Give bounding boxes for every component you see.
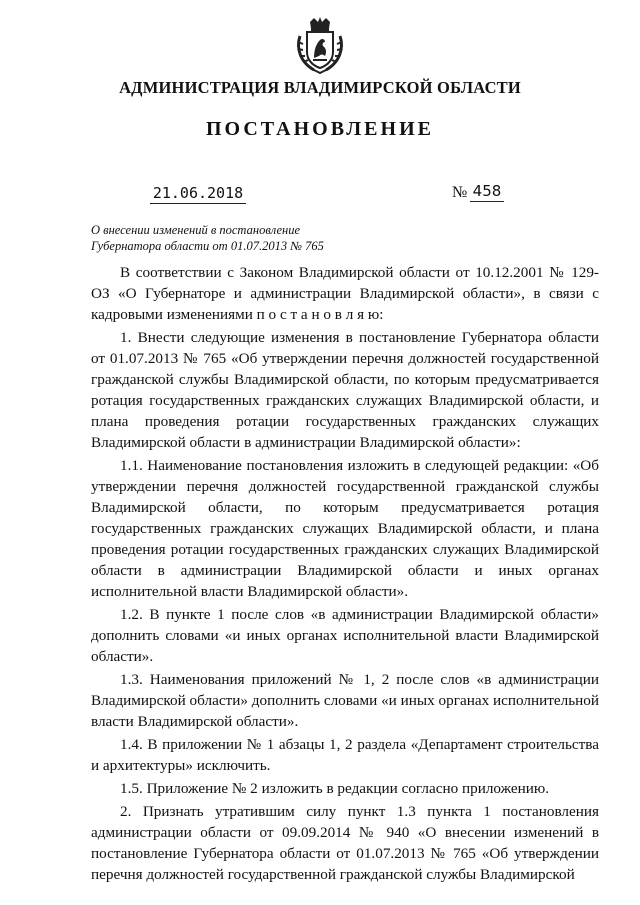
body-paragraph: 1.4. В приложении № 1 абзацы 1, 2 раздела «Департамент строительства и архитектуры» исключить. bbox=[91, 736, 599, 774]
body-paragraph: 1. Внести следующие изменения в постановление Губернатора области от 01.07.2013 № 765 «Об утверждении перечня должностей государственной гражданской службы Владимирской области, по которым предусматривается ротация государственных гражданских служащих Владимирской области, и плана проведения ротации государственных гражданских служащих Владимирской области в администрации Владимирской области»: bbox=[91, 329, 599, 451]
document-date: 21.06.2018 bbox=[150, 184, 246, 204]
document-subject bbox=[91, 222, 324, 254]
subject-line: Губернатора области от 01.07.2013 № 765 bbox=[91, 239, 324, 253]
body-paragraph: 1.5. Приложение № 2 изложить в редакции согласно приложению. bbox=[120, 780, 550, 797]
body-paragraph: 1.3. Наименования приложений № 1, 2 после слов «в администрации Владимирской области» дополнить словами «и иных органах исполнительной власти Владимирской области». bbox=[91, 671, 599, 730]
document-type-title: ПОСТАНОВЛЕНИЕ bbox=[206, 118, 434, 140]
body-paragraph: 2. Признать утратившим силу пункт 1.3 пункта 1 постановления администрации области от 09.09.2014 № 940 «О внесении изменений в постановление Губернатора области от 01.07.2013 № 765 «Об утверждении перечня должностей государственной гражданской службы Владимирской bbox=[91, 803, 599, 883]
body-paragraph: 1.2. В пункте 1 после слов «в администрации Владимирской области» дополнить словами «и иных органах исполнительной власти Владимирской области». bbox=[91, 606, 599, 665]
subject-line: О внесении изменений в постановление bbox=[91, 223, 301, 237]
document-number: 458 bbox=[470, 182, 504, 202]
body-paragraph: 1.1. Наименование постановления изложить в следующей редакции: «Об утверждении перечня должностей государственной гражданской службы Владимирской области, по которым предусматривается ротация государственных гражданских служащих Владимирской области, и плана проведения ротации государственных гражданских служащих Владимирской области в администрации Владимирской области и иных органах исполнительной власти Владимирской области». bbox=[91, 457, 599, 600]
organization-name: АДМИНИСТРАЦИЯ ВЛАДИМИРСКОЙ ОБЛАСТИ bbox=[119, 78, 521, 97]
document-number-label: № bbox=[452, 184, 468, 201]
body-paragraph: В соответствии с Законом Владимирской области от 10.12.2001 № 129-ОЗ «О Губернаторе и администрации Владимирской области», в связи с кадровыми изменениями п о с т а н о в л я ю: bbox=[91, 264, 599, 323]
document-body bbox=[91, 262, 599, 887]
coat-of-arms-icon bbox=[292, 16, 348, 74]
